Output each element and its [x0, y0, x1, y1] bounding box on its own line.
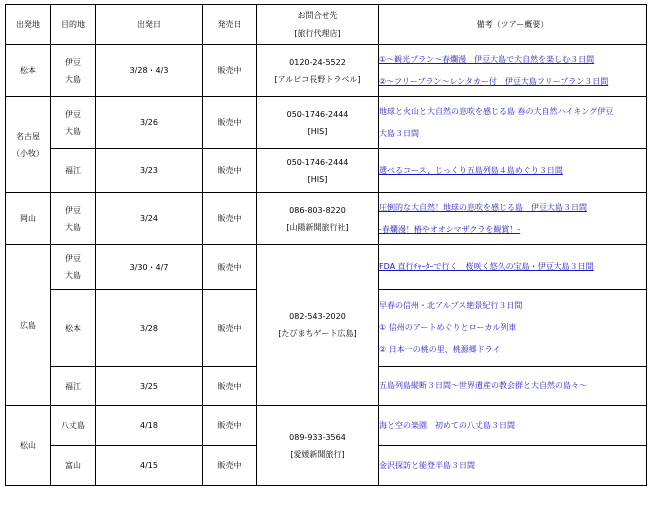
destination-cell: 福江	[51, 149, 96, 193]
header-contact-line2: [旅行代理店]	[294, 28, 341, 38]
tour-link[interactable]: 五島列島縦断３日間～世界遺産の教会群と大自然の島々～	[379, 381, 587, 390]
notes-cell	[379, 45, 647, 97]
tour-link[interactable]: 選べるコース、じっくり五島列島４島めぐり３日間	[379, 165, 563, 175]
destination-line: 伊豆	[65, 109, 81, 119]
departure-cell: 3/28・4/3	[96, 45, 203, 97]
destination-line: 伊豆	[65, 57, 81, 67]
sale-cell: 販売中	[203, 367, 257, 406]
destination-line: 大島	[65, 74, 81, 84]
header-contact	[257, 5, 379, 45]
phone-number: 089-933-3564	[289, 432, 346, 442]
header-notes: 備考（ツアー概要）	[379, 5, 647, 45]
header-destination: 目的地	[51, 5, 96, 45]
tour-link[interactable]: 金沢探訪と能登半島３日間	[379, 460, 475, 470]
phone-number: 050-1746-2444	[286, 109, 349, 119]
departure-cell: 3/26	[96, 97, 203, 149]
departure-cell: 3/30・4/7	[96, 245, 203, 290]
departure-cell: 3/23	[96, 149, 203, 193]
destination-line: 伊豆	[65, 205, 81, 215]
origin-cell: 広島	[6, 245, 51, 406]
origin-line: 名古屋	[16, 131, 40, 141]
tour-link[interactable]: 大島３日間	[379, 128, 419, 138]
destination-cell	[51, 193, 96, 245]
notes-cell	[379, 193, 647, 245]
destination-line: 大島	[65, 126, 81, 136]
header-origin: 出発地	[6, 5, 51, 45]
contact-cell	[257, 149, 379, 193]
sale-cell: 販売中	[203, 45, 257, 97]
destination-line: 大島	[65, 271, 81, 280]
agency-name: [アルピコ長野トラベル]	[274, 74, 361, 84]
tour-link[interactable]: -春爛漫！椿やオオシマザクラを観賞！-	[379, 224, 521, 234]
phone-number: 0120-24-5522	[289, 57, 346, 67]
agency-name: [たびまちゲート広島]	[278, 329, 357, 338]
contact-cell	[257, 97, 379, 149]
phone-number: 050-1746-2444	[286, 157, 349, 167]
sale-cell: 販売中	[203, 193, 257, 245]
sale-cell: 販売中	[203, 245, 257, 290]
agency-name: [HIS]	[307, 126, 328, 136]
destination-cell	[51, 97, 96, 149]
origin-cell: 松山	[6, 406, 51, 486]
tour-table	[5, 4, 647, 486]
sale-cell: 販売中	[203, 290, 257, 367]
sale-cell: 販売中	[203, 446, 257, 486]
header-sale: 発売日	[203, 5, 257, 45]
table-row	[6, 245, 647, 290]
tour-link[interactable]: 地球と火山と大自然の息吹を感じる島 春の大自然ハイキング伊豆	[379, 106, 614, 116]
table-row	[6, 193, 647, 245]
destination-cell: 福江	[51, 367, 96, 406]
header-row	[6, 5, 647, 45]
tour-link[interactable]: ② 日本一の桃の里、桃源郷ドライ	[379, 345, 501, 354]
destination-line: 伊豆	[65, 254, 81, 263]
tour-link[interactable]: 海と空の楽園 初めての八丈島３日間	[379, 420, 515, 430]
notes-cell	[379, 149, 647, 193]
notes-cell	[379, 406, 647, 446]
header-departure: 出発日	[96, 5, 203, 45]
destination-cell	[51, 245, 96, 290]
contact-cell	[257, 193, 379, 245]
origin-cell	[6, 97, 51, 193]
table-row	[6, 149, 647, 193]
tour-link[interactable]: ① 信州のアートめぐりとローカル列車	[379, 323, 517, 332]
table-row	[6, 97, 647, 149]
notes-cell	[379, 367, 647, 406]
table-row	[6, 406, 647, 446]
departure-cell: 3/28	[96, 290, 203, 367]
departure-cell: 3/25	[96, 367, 203, 406]
agency-name: [HIS]	[307, 174, 328, 184]
notes-cell	[379, 290, 647, 367]
destination-cell: 八丈島	[51, 406, 96, 446]
header-contact-line1: お問合せ先	[297, 10, 338, 20]
destination-line: 大島	[65, 222, 81, 232]
departure-cell: 4/18	[96, 406, 203, 446]
sale-cell: 販売中	[203, 97, 257, 149]
contact-cell	[257, 245, 379, 406]
destination-cell: 富山	[51, 446, 96, 486]
destination-cell	[51, 45, 96, 97]
phone-number: 082-543-2020	[289, 312, 346, 321]
notes-cell	[379, 245, 647, 290]
origin-cell: 岡山	[6, 193, 51, 245]
tour-link[interactable]: 早春の信州・北アルプス絶景紀行３日間	[379, 301, 523, 310]
notes-cell	[379, 446, 647, 486]
agency-name: [山陽新聞旅行社]	[286, 222, 349, 232]
departure-cell: 3/24	[96, 193, 203, 245]
agency-name: [愛媛新聞旅行]	[290, 449, 345, 459]
tour-link[interactable]: FDA 直行ﾁｬｰﾀｰで行く 桜咲く悠久の宝島・伊豆大島３日間	[379, 262, 594, 271]
sale-cell: 販売中	[203, 149, 257, 193]
origin-cell: 松本	[6, 45, 51, 97]
sale-cell: 販売中	[203, 406, 257, 446]
origin-line: （小牧）	[12, 148, 44, 158]
contact-cell	[257, 45, 379, 97]
contact-cell	[257, 406, 379, 486]
destination-cell: 松本	[51, 290, 96, 367]
tour-link[interactable]: 圧倒的な大自然！地球の息吹を感じる島 伊豆大島３日間	[379, 202, 587, 212]
table-row	[6, 45, 647, 97]
tour-link[interactable]: ②～フリープラン～レンタカー付 伊豆大島フリープラン３日間	[379, 76, 609, 86]
phone-number: 086-803-8220	[289, 205, 346, 215]
notes-cell	[379, 97, 647, 149]
tour-link[interactable]: ①～観光プラン～春爛漫 伊豆大島で大自然を楽しむ３日間	[379, 54, 595, 64]
departure-cell: 4/15	[96, 446, 203, 486]
